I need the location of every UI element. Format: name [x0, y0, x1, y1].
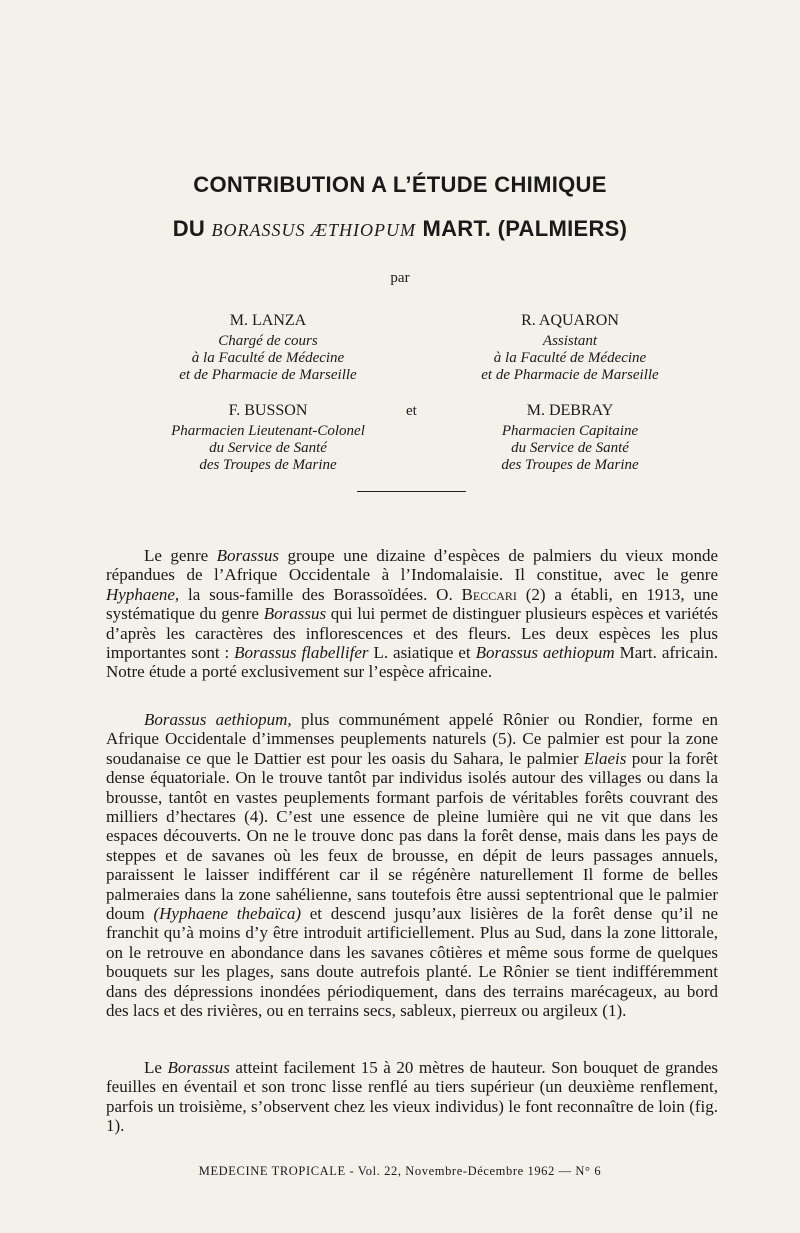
- author-conjunction: et: [406, 403, 417, 419]
- text-run: qui lui permet de distinguer plusieurs espèces et variétés d’après les caractères des inflorescences et des fleurs. Les deux espèces les plus importantes sont :: [106, 604, 718, 663]
- text-run: et descend jusqu’aux lisières de la forêt dense qu’il ne franchit qu’à moins d’y être introduit artificiellement. Plus au Sud, dans la zone littorale, on le retrouve en abondance dans les savanes côtières et même sous forme de quelques bouquets sur les plages, sans doute autrefois planté. Le Rônier se tient indifféremment dans des dépressions inondées périodiquement, dans des terrains marécageux, au bord des lacs et des rivières, ou en terrains secs, sableux, pierreux ou argileux (1).: [106, 904, 718, 1021]
- text-run: pour la forêt dense équatoriale. On le trouve tantôt par individus isolés autour des villages ou dans la brousse, tantôt en vastes peuplements formant parfois de véritables forêts couvrant des milliers d’hectares (4). C’est une essence de pleine lumière qui ne vit que dans les espaces découverts. On ne le trouve donc pas dans la forêt dense, mais dans les pays de steppes et de savanes où les feux de brousse, en dépit de leurs passages annuels, paraissent le laisser indifférent car il se régénère naturellement Il forme de belles palmeraies dans la zone sahélienne, sans toutefois être aussi septentrional que le palmier doum: [106, 748, 718, 924]
- title-prefix: DU: [172, 216, 206, 241]
- text-run: Le: [144, 1058, 168, 1077]
- text-run: Le genre: [144, 546, 217, 565]
- italic-term: Borassus aethiopum: [475, 643, 615, 663]
- author-role: Pharmacien Capitaine: [501, 423, 639, 439]
- author-role: à la Faculté de Médecine: [191, 350, 345, 366]
- italic-term: Hyphaene,: [106, 584, 180, 604]
- italic-term: Borassus aethiopum,: [144, 710, 292, 729]
- text-run: Mart. africain. Notre étude a porté exclusivement sur l’espèce africaine.: [106, 643, 718, 682]
- text-run: la sous-famille des Borassoïdées. O. B: [179, 584, 473, 604]
- author-role: Assistant: [542, 333, 598, 349]
- author-role: du Service de Santé: [209, 440, 327, 456]
- title-suffix: MART. (PALMIERS): [422, 216, 628, 241]
- italic-term: Elaeis: [583, 748, 627, 768]
- author-name: M. DEBRAY: [526, 402, 614, 419]
- article-title-line-2: [0, 216, 800, 242]
- author-role: et de Pharmacie de Marseille: [481, 367, 659, 383]
- text-run: (2) a établi, en 1913, une systématique du genre: [106, 584, 718, 624]
- author-block: [128, 312, 408, 384]
- paragraph-text: [106, 710, 718, 1021]
- author-role: des Troupes de Marine: [199, 457, 337, 473]
- text-run: groupe une dizaine d’espèces de palmiers du vieux monde répandues de l’Afrique Occidentale à l’Indomalaisie. Il constitue, avec le genre: [106, 546, 718, 585]
- body-paragraph-2: [106, 710, 718, 1021]
- author-block: [128, 402, 408, 474]
- title-species: BORASSUS ÆTHIOPUM: [211, 220, 417, 240]
- author-role: et de Pharmacie de Marseille: [179, 367, 357, 383]
- author-role: Pharmacien Lieutenant-Colonel: [171, 423, 365, 439]
- italic-term: Borassus: [167, 1058, 230, 1077]
- author-block: [430, 402, 710, 474]
- author-role: des Troupes de Marine: [501, 457, 639, 473]
- italic-term: Borassus: [263, 604, 327, 624]
- author-block: [430, 312, 710, 384]
- italic-term: (Hyphaene thebaïca): [153, 904, 302, 924]
- author-name: F. BUSSON: [228, 402, 308, 419]
- author-role: à la Faculté de Médecine: [493, 350, 647, 366]
- byline-par: par: [390, 270, 410, 286]
- text-run: atteint facilement 15 à 20 mètres de hauteur. Son bouquet de grandes feuilles en éventail et son tronc lisse renflé au tiers supérieur (un deuxième renflement, parfois un troisième, s’observent chez les vieux individus) le font reconnaître de loin (fig. 1).: [106, 1058, 718, 1136]
- author-role: du Service de Santé: [511, 440, 629, 456]
- italic-term: Borassus: [216, 546, 280, 565]
- author-name: M. LANZA: [229, 312, 307, 329]
- text-run: L. asiatique et: [368, 643, 476, 663]
- paragraph-text: [106, 546, 718, 682]
- section-divider: [357, 491, 466, 492]
- author-name: R. AQUARON: [521, 312, 619, 329]
- text-run: plus communément appelé Rônier ou Rondier, forme en Afrique Occidentale d’immenses peuplements naturels (5). Ce palmier est pour la zone soudanaise ce que le Dattier est pour les oasis du Sahara, le palmier: [106, 710, 718, 768]
- paragraph-text: [106, 1058, 718, 1136]
- article-title-line-1: CONTRIBUTION A L’ÉTUDE CHIMIQUE: [193, 172, 607, 197]
- body-paragraph-3: [106, 1058, 718, 1136]
- italic-term: Borassus flabellifer: [234, 643, 369, 663]
- body-paragraph-1: [106, 546, 718, 682]
- author-role: Chargé de cours: [218, 333, 318, 349]
- small-caps-name: eccari: [472, 584, 517, 604]
- journal-footer: MEDECINE TROPICALE - Vol. 22, Novembre-Décembre 1962 — N° 6: [198, 1164, 602, 1178]
